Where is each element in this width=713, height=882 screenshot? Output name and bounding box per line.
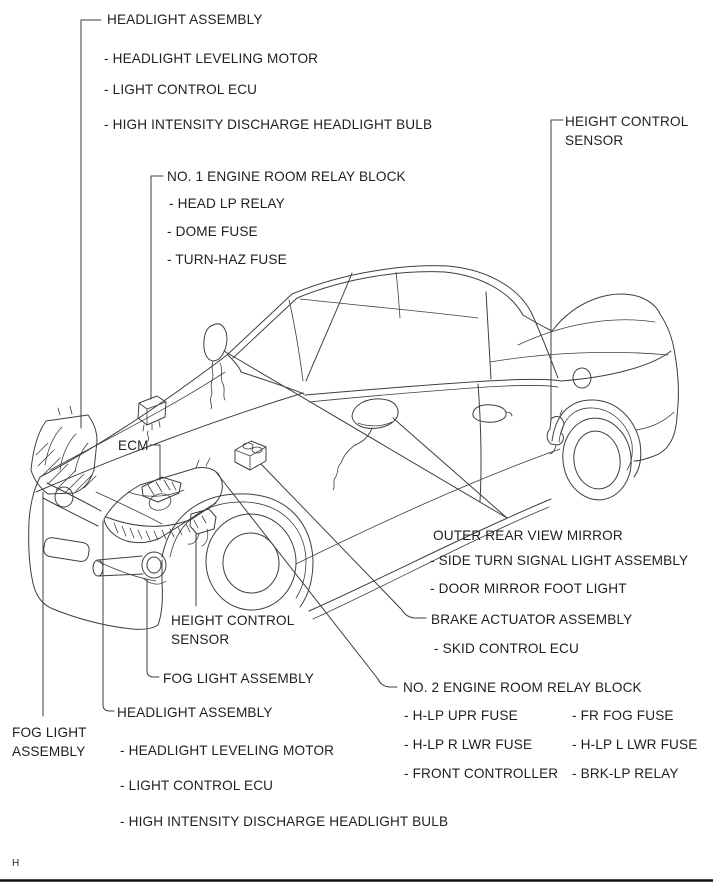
outer-mirror-detached-glyph: [204, 324, 227, 409]
callout-relay2-col1-item: - H-LP UPR FUSE: [404, 708, 518, 723]
callout-relay2-col1-item: - FRONT CONTROLLER: [404, 766, 559, 781]
callout-relay1-item: - HEAD LP RELAY: [169, 196, 285, 211]
callout-fog-left: [12, 724, 87, 761]
callout-headlight-top-item: - HEADLIGHT LEVELING MOTOR: [104, 51, 319, 66]
callout-headlight-bottom-title: HEADLIGHT ASSEMBLY: [117, 705, 273, 720]
callout-headlight-top-item: - HIGH INTENSITY DISCHARGE HEADLIGHT BULB: [104, 117, 433, 132]
callout-relay2-title: NO. 2 ENGINE ROOM RELAY BLOCK: [403, 680, 642, 695]
brake-actuator-glyph: [235, 441, 266, 470]
callout-headlight-bottom-item: - HIGH INTENSITY DISCHARGE HEADLIGHT BULB: [120, 814, 449, 829]
height-sensor-front-glyph: [188, 509, 216, 546]
callout-fog-left-line2: ASSEMBLY: [12, 743, 86, 759]
callout-relay2-col2-item: - BRK-LP RELAY: [572, 766, 679, 781]
callout-mirror-item: - DOOR MIRROR FOOT LIGHT: [430, 581, 627, 596]
callout-relay2-col1-item: - H-LP R LWR FUSE: [404, 737, 533, 752]
fog-light-glyph: [93, 552, 166, 584]
ecm-glyph: [142, 477, 181, 502]
door-mirror-glyph: [333, 399, 398, 490]
callout-fog-left-line1: FOG LIGHT: [12, 725, 87, 740]
callout-relay2-col2-item: - H-LP L LWR FUSE: [572, 737, 698, 752]
callout-height-sensor-rear-line1: HEIGHT CONTROL: [565, 114, 689, 129]
callout-height-sensor-front-line2: SENSOR: [171, 631, 230, 647]
callout-headlight-bottom-item: - LIGHT CONTROL ECU: [120, 778, 274, 793]
callout-relay1-item: - TURN-HAZ FUSE: [167, 252, 287, 267]
callout-brake-title: BRAKE ACTUATOR ASSEMBLY: [431, 612, 633, 627]
callout-mirror-item: - SIDE TURN SIGNAL LIGHT ASSEMBLY: [430, 553, 689, 568]
callout-brake-item: - SKID CONTROL ECU: [434, 641, 579, 656]
callout-height-sensor-rear-line2: SENSOR: [565, 132, 624, 148]
callout-height-sensor-front: [171, 612, 294, 649]
callout-headlight-top-title: HEADLIGHT ASSEMBLY: [107, 12, 263, 27]
callout-relay1-title: NO. 1 ENGINE ROOM RELAY BLOCK: [167, 169, 406, 184]
callout-height-sensor-front-line1: HEIGHT CONTROL: [171, 613, 295, 628]
height-sensor-rear-glyph: [547, 410, 564, 454]
callout-height-sensor-rear: [565, 113, 688, 150]
headlight-assembly-glyph: [104, 458, 222, 543]
callout-mirror-title: OUTER REAR VIEW MIRROR: [433, 528, 623, 543]
callout-fog-right-title: FOG LIGHT ASSEMBLY: [163, 671, 315, 686]
callout-headlight-top-item: - LIGHT CONTROL ECU: [104, 82, 258, 97]
callout-ecm-title: ECM: [118, 438, 149, 453]
footer-mark: H: [12, 858, 20, 869]
callout-headlight-bottom-item: - HEADLIGHT LEVELING MOTOR: [120, 743, 335, 758]
callout-relay2-col2-item: - FR FOG FUSE: [572, 708, 674, 723]
callout-relay1-item: - DOME FUSE: [167, 224, 258, 239]
